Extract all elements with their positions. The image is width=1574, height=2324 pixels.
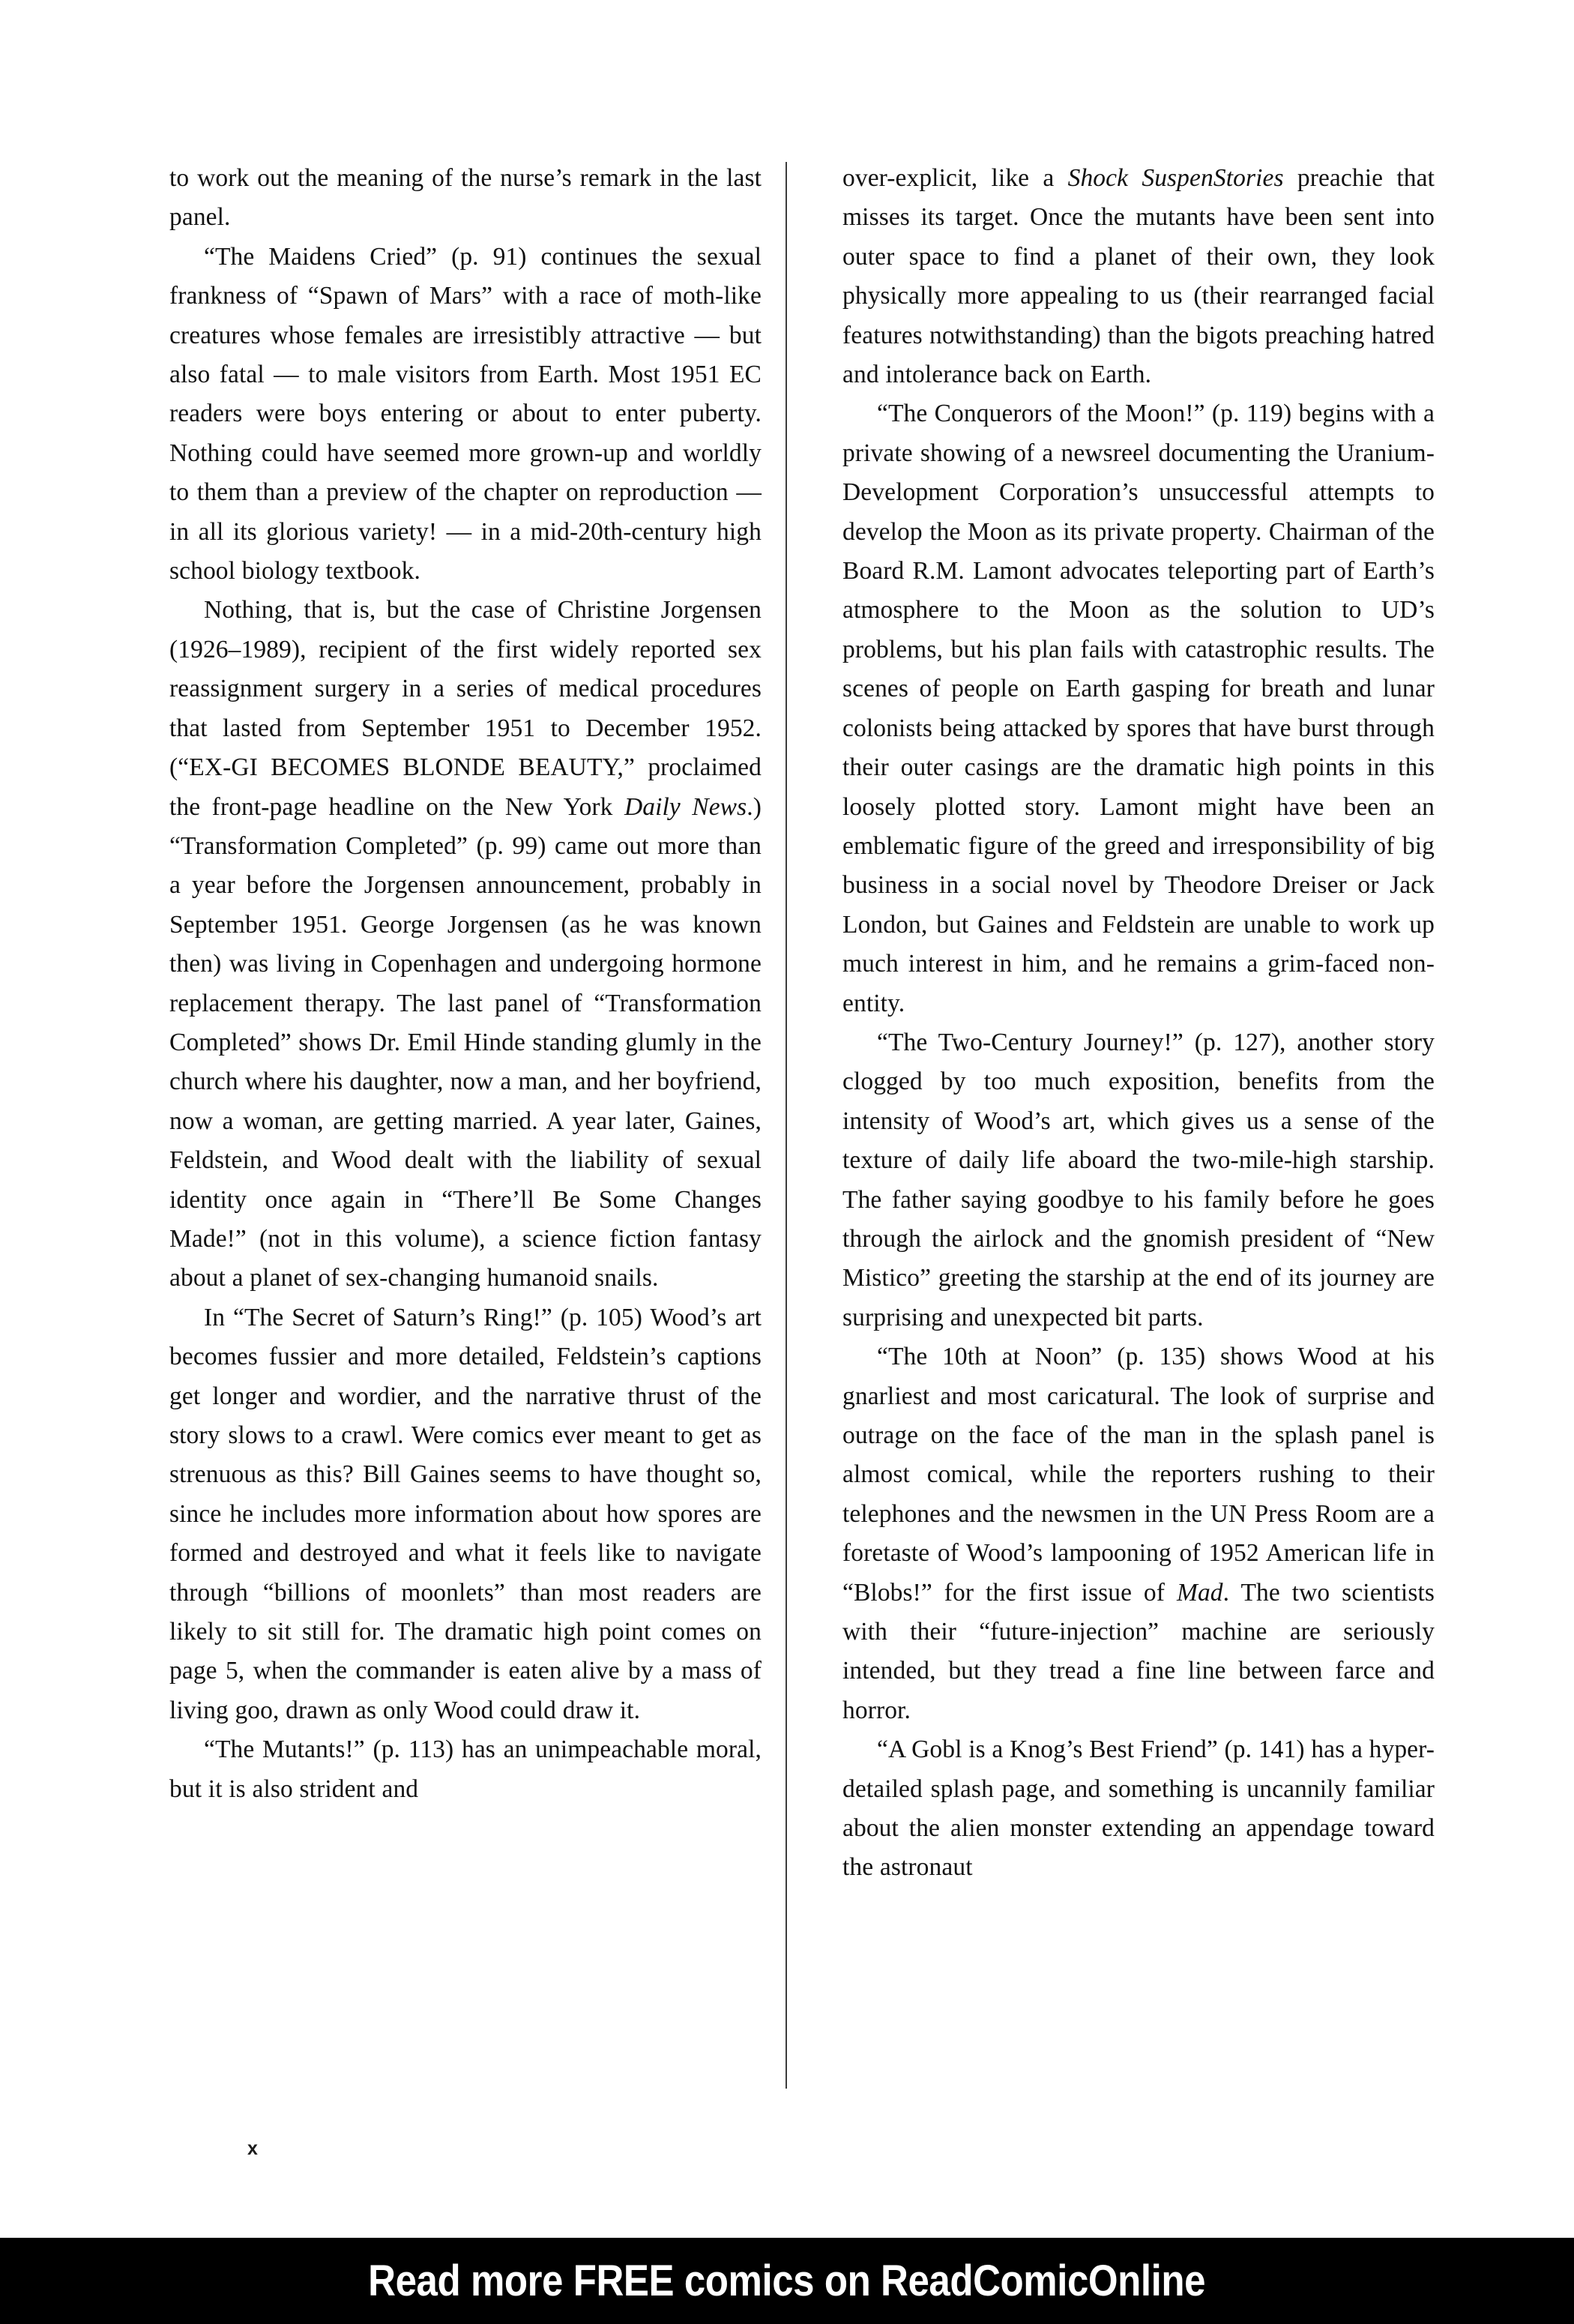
right-text-column	[842, 159, 1435, 2078]
promo-footer-banner[interactable]	[0, 2238, 1574, 2324]
paragraph	[169, 159, 762, 238]
paragraph	[842, 1730, 1435, 1888]
promo-footer-text: Read more FREE comics on ReadComicOnline	[368, 2257, 1206, 2305]
paragraph	[169, 1298, 762, 1730]
column-divider-rule	[786, 162, 787, 2089]
italic-title: Daily News	[624, 792, 747, 821]
two-column-body	[169, 159, 1435, 2078]
text-run: over-explicit, like a	[842, 164, 1068, 192]
text-run: “The Two-Century Journey!” (p. 127), another story clogged by too much exposition, benefits from the intensity of Wood’s art, which gives us a sense of the texture of daily life aboard the two-mile-high starship. The father saying goodbye to his family before he goes through the airlock and the gnomish president of “New Mistico” greeting the starship at the end of its journey are surprising and unexpected bit parts.	[842, 1028, 1435, 1331]
text-run: .) “Transformation Completed” (p. 99) came out more than a year before the Jorgensen announcement, probably in September 1951. George Jorgensen (as he was known then) was living in Copenhagen and undergoing hormone replacement therapy. The last panel of “Transformation Completed” shows Dr. Emil Hinde standing glumly in the church where his daughter, now a man, and her boyfriend, now a woman, are getting married. A year later, Gaines, Feldstein, and Wood dealt with the liability of sexual identity once again in “There’ll Be Some Changes Made!” (not in this volume), a science fiction fantasy about a planet of sex-changing humanoid snails.	[169, 792, 762, 1292]
text-run: “The Conquerors of the Moon!” (p. 119) begins with a private showing of a newsreel documenting the Uranium-Development Corporation’s unsuccessful attempts to develop the Moon as its private property. Chairman of the Board R.M. Lamont advocates teleporting part of Earth’s atmosphere to the Moon as the solution to UD’s problems, but his plan fails with catastrophic results. The scenes of people on Earth gasping for breath and lunar colonists being attacked by spores that have burst through their outer casings are the dramatic high points in this loosely plotted story. Lamont might have been an emblematic figure of the greed and irresponsibility of big business in a social novel by Theodore Dreiser or Jack London, but Gaines and Feldstein are unable to work up much interest in him, and he remains a grim-faced non-entity.	[842, 400, 1435, 1017]
left-text-column	[169, 159, 762, 2078]
page-number: x	[247, 2138, 259, 2159]
text-run: “The 10th at Noon” (p. 135) shows Wood at his gnarliest and most caricatural. The look of surprise and outrage on the face of the man in the splash panel is almost comical, while the reporters rushing to their telephones and the newsmen in the UN Press Room are a foretaste of Wood’s lampooning of 1952 American life in “Blobs!” for the first issue of	[842, 1343, 1435, 1607]
text-run: “The Mutants!” (p. 113) has an unimpeachable moral, but it is also strident and	[169, 1736, 762, 1803]
text-run: preachie that misses its target. Once the mutants have been sent into outer space to find a planet of their own, they look physically more appealing to us (their rearranged facial features notwithstanding) than the bigots preaching hatred and intolerance back on Earth.	[842, 164, 1435, 389]
text-run: In “The Secret of Saturn’s Ring!” (p. 105) Wood’s art becomes fussier and more detailed, Feldstein’s captions get longer and wordier, and the narrative thrust of the story slows to a crawl. Were comics ever meant to get as strenuous as this? Bill Gaines seems to have thought so, since he includes more information about how spores are formed and destroyed and what it feels like to navigate through “billions of moonlets” than most readers are likely to sit still for. The dramatic high point comes on page 5, when the commander is eaten alive by a mass of living goo, drawn as only Wood could draw it.	[169, 1303, 762, 1724]
paragraph	[842, 1337, 1435, 1730]
paragraph	[169, 238, 762, 591]
text-run: “The Maidens Cried” (p. 91) continues the sexual frankness of “Spawn of Mars” with a race of moth-like creatures whose females are irresistibly attractive — but also fatal — to male visitors from Earth. Most 1951 EC readers were boys entering or about to enter puberty. Nothing could have seemed more grown-up and worldly to them than a preview of the chapter on reproduction — in all its glorious variety! — in a mid-20th-century high school biology textbook.	[169, 242, 762, 585]
text-run: to work out the meaning of the nurse’s remark in the last panel.	[169, 164, 762, 232]
text-run: . The two scientists with their “future-injection” machine are seriously intended, but they tread a fine line between farce and horror.	[842, 1578, 1435, 1724]
italic-title: Mad	[1176, 1578, 1223, 1607]
italic-title: Shock SuspenStories	[1067, 164, 1284, 192]
paragraph	[169, 1730, 762, 1809]
paragraph	[842, 159, 1435, 394]
paragraph	[842, 394, 1435, 1023]
paragraph	[842, 1023, 1435, 1337]
text-run: “A Gobl is a Knog’s Best Friend” (p. 141) has a hyper-detailed splash page, and something is uncannily familiar about the alien monster extending an appendage toward the astronaut	[842, 1736, 1435, 1882]
text-run: Nothing, that is, but the case of Christine Jorgensen (1926–1989), recipient of the first widely reported sex reassignment surgery in a series of medical procedures that lasted from September 1951 to December 1952. (“EX-GI BECOMES BLONDE BEAUTY,” proclaimed the front-page headline on the New York	[169, 596, 762, 821]
paragraph	[169, 591, 762, 1298]
